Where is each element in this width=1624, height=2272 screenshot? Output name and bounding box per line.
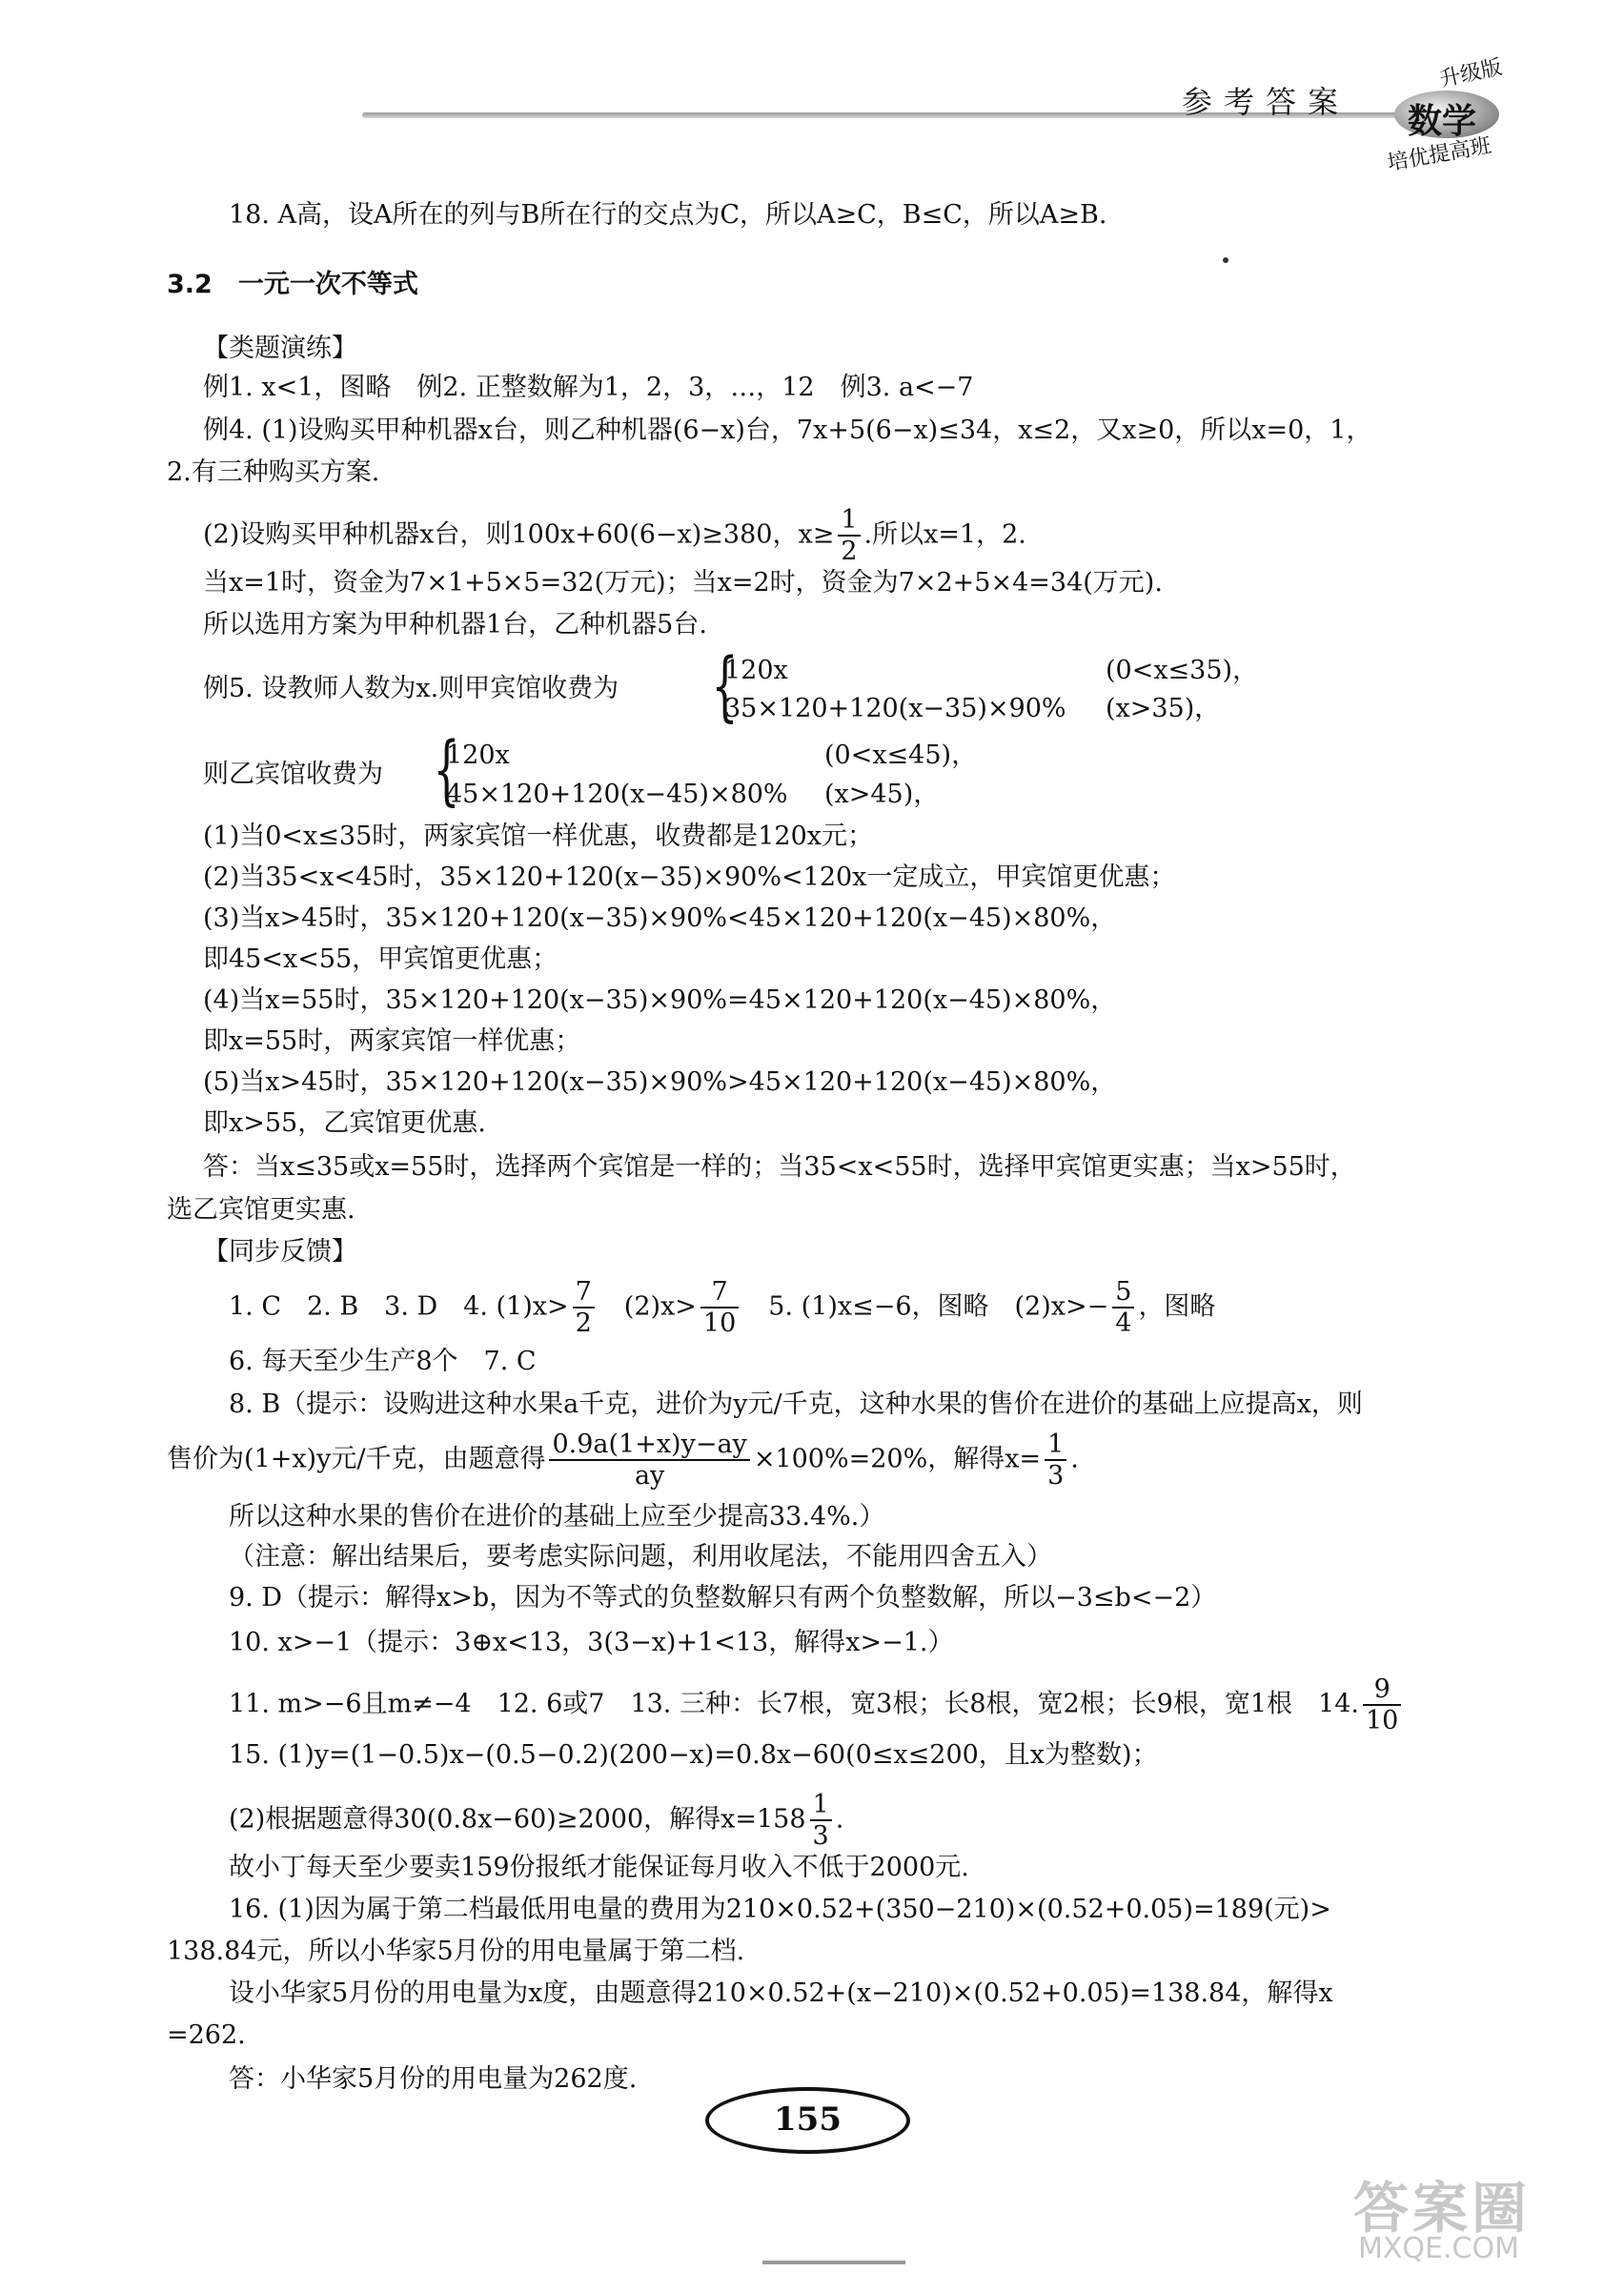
left-brace: { bbox=[433, 725, 460, 814]
bottom-mark bbox=[762, 2261, 905, 2264]
speck bbox=[1223, 257, 1228, 263]
case-5-result: 即x>55，乙宾馆更优惠. bbox=[203, 1108, 486, 1138]
fraction: $\frac{1}{3}$ bbox=[810, 1790, 832, 1851]
answer-16-line-3: 设小华家5月份的用电量为x度，由题意得210×0.52+(x−210)×(0.52+0.05)=138.84，解得x bbox=[229, 1978, 1333, 2008]
case-2: (2)当35<x<45时，35×120+120(x−35)×90%<120x一定成立，甲宾馆更优惠； bbox=[203, 862, 1176, 892]
hotel-b-intro: 则乙宾馆收费为 bbox=[203, 760, 383, 789]
answer-15-part-1: 15. (1)y=(1−0.5)x−(0.5−0.2)(200−x)=0.8x−60(0≤x≤200，且x为整数)； bbox=[229, 1740, 1158, 1770]
fraction: $\frac{7}{10}$ bbox=[700, 1277, 739, 1338]
examples-1-3: 例1. x<1，图略 例2. 正整数解为1，2，3，…，12 例3. a<−7 bbox=[203, 373, 974, 402]
answers-11-14: 11. m>−6且m≠−4 12. 6或7 13. 三种：长7根，宽3根；长8根，宽2根；长9根，宽1根 14. $\frac{9}{10}$ bbox=[229, 1674, 1405, 1735]
answer-8-note: （注意：解出结果后，要考虑实际问题，利用收尾法，不能用四舍五入） bbox=[229, 1542, 1052, 1572]
fraction: $\frac{1}{2}$ bbox=[838, 505, 860, 566]
case-3: (3)当x>45时，35×120+120(x−35)×90%<45×120+120(x−45)×80%， bbox=[203, 903, 1117, 933]
hotel-a-case-2: 35×120+120(x−35)×90% bbox=[724, 694, 1066, 723]
case-3-result: 即45<x<55，甲宾馆更优惠； bbox=[203, 944, 558, 974]
left-brace: { bbox=[711, 641, 739, 730]
case-4: (4)当x=55时，35×120+120(x−35)×90%=45×120+120(x−45)×80%， bbox=[203, 985, 1117, 1015]
badge-main-text: 数学 bbox=[1408, 102, 1477, 141]
section-heading: 3.2 一元一次不等式 bbox=[167, 270, 418, 299]
example-5-answer-line-1: 答：当x≤35或x=55时，选择两个宾馆是一样的；当35<x<55时，选择甲宾馆更实惠；当x>55时， bbox=[203, 1152, 1356, 1182]
practice-heading: 【类题演练】 bbox=[203, 334, 357, 363]
answers-1-5: 1. C 2. B 3. D 4. (1)x> $\frac{7}{2}$ (2)x> $\frac{7}{10}$ 5. (1)x≤−6，图略 (2)x>− $\frac{5}{4}$ ，图略 bbox=[229, 1277, 1216, 1339]
example-5-answer-line-2: 选乙宾馆更实惠. bbox=[167, 1195, 355, 1225]
series-badge bbox=[1386, 52, 1530, 176]
watermark bbox=[1353, 2163, 1611, 2268]
answer-18: 18. A高，设A所在的列与B所在行的交点为C，所以A≥C，B≤C，所以A≥B. bbox=[229, 200, 1107, 230]
hotel-b-range-2: (x>45)， bbox=[824, 780, 940, 809]
example-5-intro: 例5. 设教师人数为x.则甲宾馆收费为 bbox=[203, 674, 619, 703]
hotel-a-range-1: (0<x≤35)， bbox=[1106, 656, 1259, 685]
fraction: $\frac{1}{3}$ bbox=[1045, 1430, 1066, 1491]
hotel-a-case-1: 120x bbox=[724, 656, 788, 685]
example-4-part-2: (2)设购买甲种机器x台，则100x+60(6−x)≥380，x≥ $\frac{1}{2}$ .所以x=1，2. bbox=[203, 505, 1026, 567]
example-4-line-1: 例4. (1)设购买甲种机器x台，则乙种机器(6−x)台，7x+5(6−x)≤34，x≤2，又x≥0，所以x=0，1， bbox=[203, 416, 1372, 445]
answer-16-line-2: 138.84元，所以小华家5月份的用电量属于第二档. bbox=[167, 1937, 745, 1966]
hotel-b-range-1: (0<x≤45)， bbox=[824, 740, 978, 770]
answer-15-part-2: (2)根据题意得30(0.8x−60)≥2000，解得x=158 $\frac{1}{3}$ . bbox=[229, 1790, 844, 1852]
badge-top-text: 升级版 bbox=[1437, 55, 1505, 92]
case-5: (5)当x>45时，35×120+120(x−35)×90%>45×120+120(x−45)×80%， bbox=[203, 1067, 1117, 1097]
page-number-badge bbox=[705, 2087, 910, 2154]
case-1: (1)当0<x≤35时，两家宾馆一样优惠，收费都是120x元； bbox=[203, 822, 874, 851]
hotel-a-range-2: (x>35)， bbox=[1106, 694, 1221, 723]
answer-16-line-4: =262. bbox=[167, 2020, 246, 2050]
case-4-result: 即x=55时，两家宾馆一样优惠； bbox=[203, 1026, 581, 1056]
answer-8-line-1: 8. B（提示：设购进这种水果a千克，进价为y元/千克，这种水果的售价在进价的基础上应提高x，则 bbox=[229, 1390, 1363, 1419]
fraction: $\frac{9}{10}$ bbox=[1363, 1674, 1401, 1735]
fraction: $\frac{5}{4}$ bbox=[1112, 1277, 1134, 1338]
hotel-b-case-1: 120x bbox=[446, 740, 510, 770]
watermark-url: MXQE.COM bbox=[1358, 2232, 1519, 2265]
answer-10: 10. x>−1（提示：3⊕x<13，3(3−x)+1<13，解得x>−1.） bbox=[229, 1628, 954, 1657]
header-label: 参考答案 bbox=[1182, 84, 1350, 120]
fraction: $\frac{0.9a(1+x)y-ay}{ay}$ bbox=[549, 1430, 749, 1491]
answer-9: 9. D（提示：解得x>b，因为不等式的负整数解只有两个负整数解，所以−3≤b<−2） bbox=[229, 1583, 1217, 1613]
answer-15-conclusion: 故小丁每天至少要卖159份报纸才能保证每月收入不低于2000元. bbox=[229, 1853, 969, 1882]
feedback-heading: 【同步反馈】 bbox=[203, 1237, 357, 1267]
example-4-conclusion: 所以选用方案为甲种机器1台，乙种机器5台. bbox=[203, 610, 707, 639]
answers-6-7: 6. 每天至少生产8个 7. C bbox=[229, 1347, 537, 1376]
watermark-title: 答案圈 bbox=[1353, 2176, 1532, 2241]
answer-8-line-2: 售价为(1+x)y元/千克，由题意得 $\frac{0.9a(1+x)y-ay}{ay}$ ×100%=20%，解得x= $\frac{1}{3}$ . bbox=[167, 1430, 1079, 1491]
answer-16-line-1: 16. (1)因为属于第二档最低用电量的费用为210×0.52+(350−210)×(0.52+0.05)=189(元)> bbox=[229, 1895, 1331, 1924]
fraction: $\frac{7}{2}$ bbox=[573, 1277, 595, 1338]
example-4-cost: 当x=1时，资金为7×1+5×5=32(万元)；当x=2时，资金为7×2+5×4=34(万元). bbox=[203, 568, 1163, 598]
example-4-line-2: 2.有三种购买方案. bbox=[167, 457, 380, 487]
page-number: 155 bbox=[774, 2100, 842, 2139]
badge-bottom-text: 培优提高班 bbox=[1386, 133, 1493, 176]
answer-8-line-3: 所以这种水果的售价在进价的基础上应至少提高33.4%.） bbox=[229, 1502, 885, 1532]
hotel-b-case-2: 45×120+120(x−45)×80% bbox=[446, 780, 788, 809]
answer-16-conclusion: 答：小华家5月份的用电量为262度. bbox=[229, 2064, 638, 2094]
